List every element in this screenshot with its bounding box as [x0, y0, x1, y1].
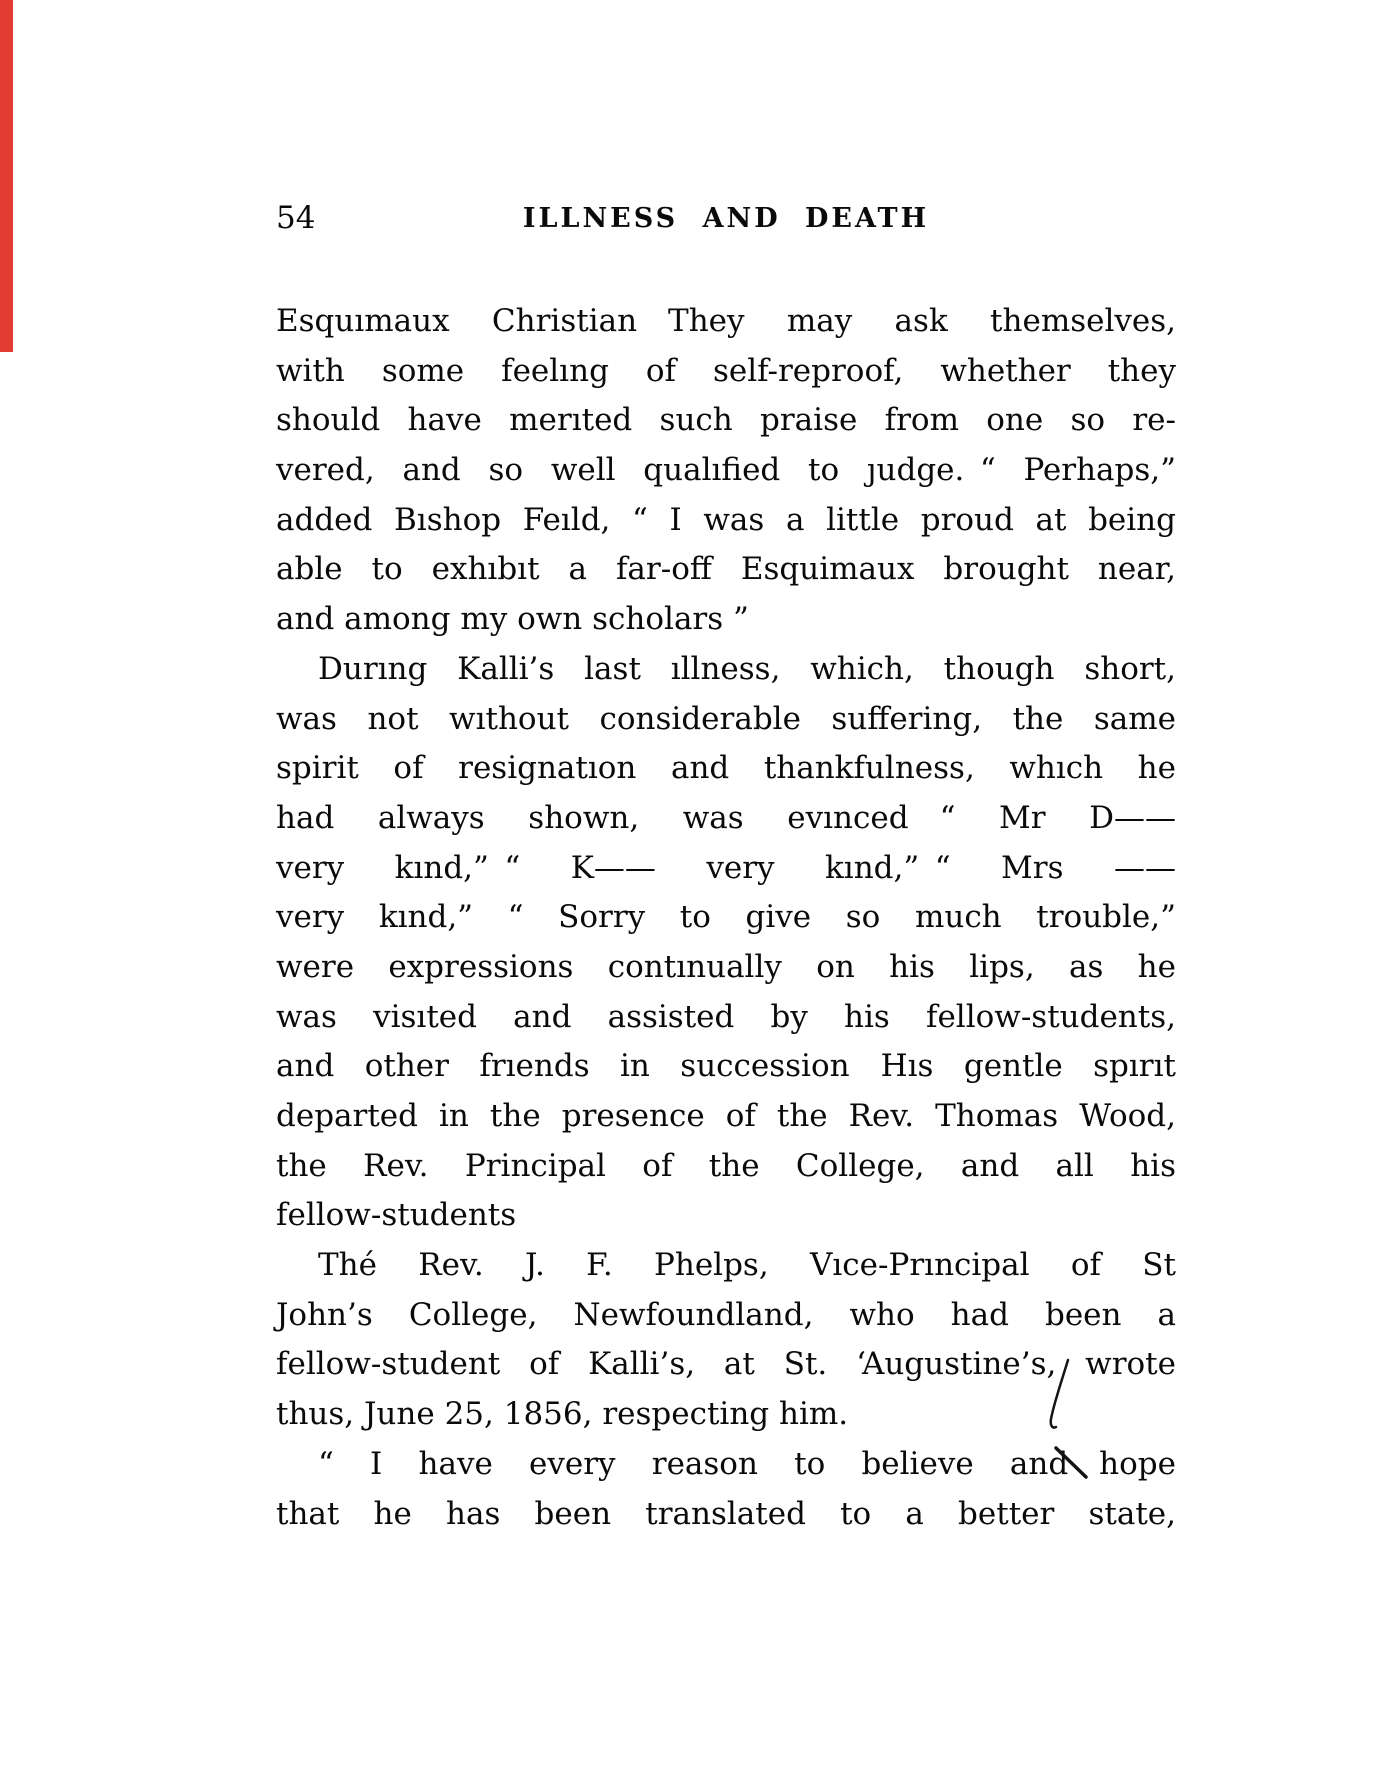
- text-line: “ I have every reason to believe and hope: [318, 1445, 1176, 1482]
- text-line: was not wıthout considerable suffering, the same: [276, 700, 1176, 737]
- body-text: [276, 297, 1176, 1539]
- text-line: Thé Rev. J. F. Phelps, Vıce-Prıncipal of St: [318, 1247, 1176, 1284]
- text-line: departed in the presence of the Rev. Thomas Wood,: [276, 1098, 1176, 1134]
- text-line: with some feelıng of self-reproof, whether they: [276, 352, 1176, 389]
- text-line: John’s College, Newfoundland, who had been a: [276, 1296, 1176, 1333]
- text-line: should have merıted such praise from one so re-: [276, 402, 1176, 439]
- text-line: Durıng Kalli’s last ıllness, which, though short,: [318, 650, 1176, 687]
- text-line: added Bıshop Feıld, “ I was a little proud at being: [276, 501, 1176, 538]
- text-line: spirit of resignatıon and thankfulness, whıch he: [276, 750, 1176, 787]
- text-line: were expressions contınually on his lips, as he: [276, 948, 1176, 985]
- text-line: very kınd,” “ K—— very kınd,” “ Mrs ——: [276, 849, 1176, 886]
- text-line: able to exhıbıt a far-off Esquimaux brought near,: [276, 551, 1176, 588]
- text-line: the Rev. Principal of the College, and all his: [276, 1147, 1176, 1184]
- text-line: was visıted and assisted by his fellow-students,: [276, 998, 1176, 1035]
- page-number: 54: [276, 200, 316, 236]
- text-line: Esquımaux Christian They may ask themselves,: [276, 303, 1176, 339]
- running-header: ILLNESS AND DEATH: [522, 203, 930, 234]
- text-line: and other frıends in succession Hıs gentle spırıt: [276, 1048, 1176, 1085]
- text-line: thus, June 25, 1856, respecting him.: [276, 1396, 849, 1433]
- text-line: very kınd,” “ Sorry to give so much trouble,”: [276, 899, 1176, 936]
- red-edge-mark: [0, 0, 13, 352]
- text-line: had always shown, was evınced “ Mr D——: [276, 799, 1176, 836]
- text-line: fellow-student of Kalli’s, at St. ‘Augustine’s, wrote: [276, 1346, 1176, 1383]
- text-line: and among my own scholars ”: [276, 601, 749, 638]
- text-line: fellow-students: [276, 1197, 517, 1234]
- text-line: vered, and so well qualıfied to ȷudge. “ Perhaps,”: [276, 452, 1176, 489]
- text-line: that he has been translated to a better state,: [276, 1495, 1176, 1532]
